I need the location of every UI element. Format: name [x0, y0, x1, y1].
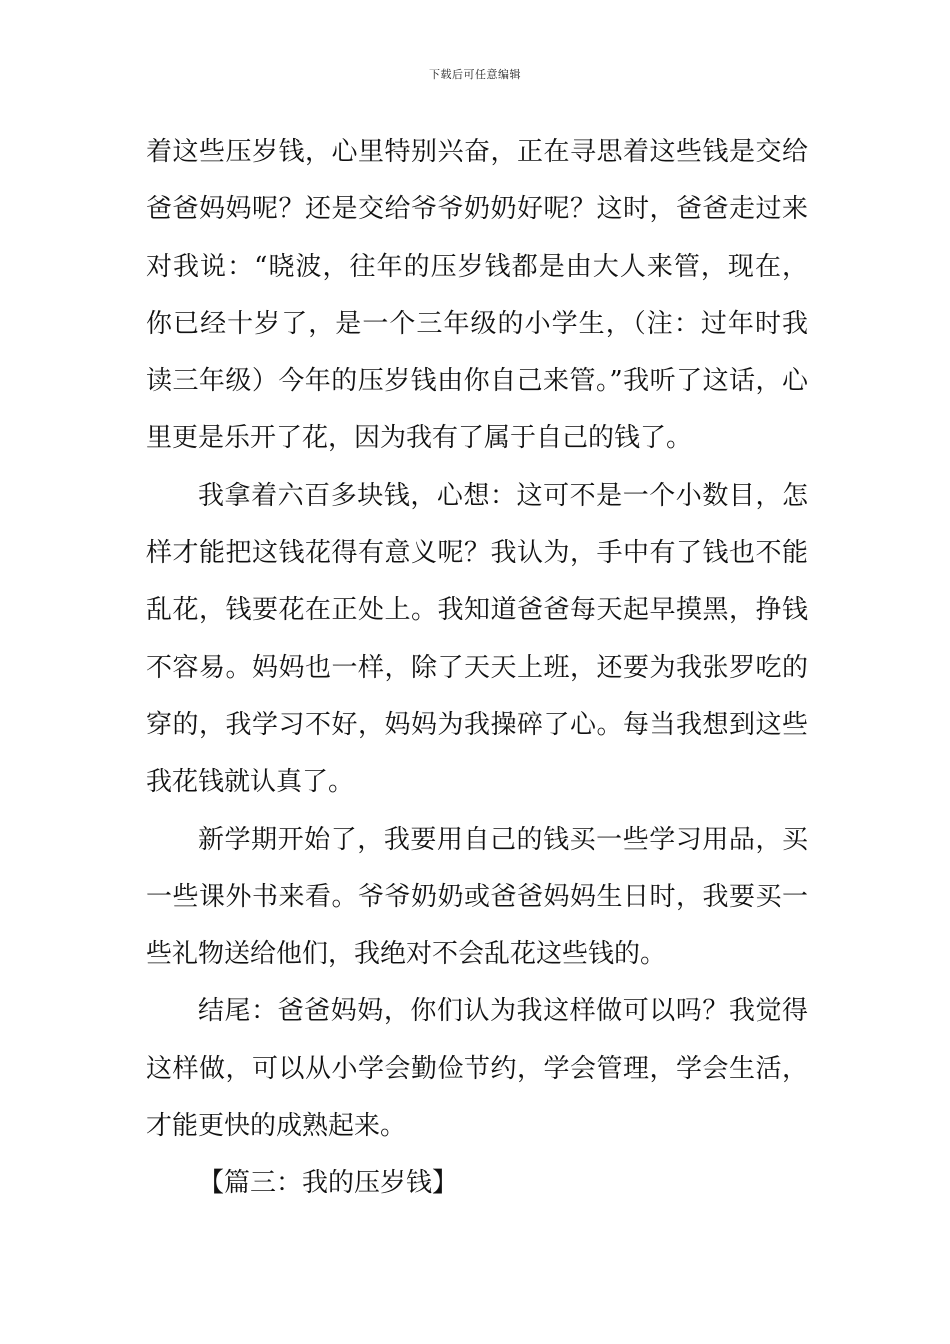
paragraph-new-semester: 新学期开始了，我要用自己的钱买一些学习用品，买一些课外书来看。爷爷奶奶或爸爸妈妈生日时，我要买一些礼物送给他们，我绝对不会乱花这些钱的。: [146, 824, 808, 970]
paragraph-continuation: 着这些压岁钱，心里特别兴奋，正在寻思着这些钱是交给爸爸妈妈呢？还是交给爷爷奶奶好呢？这时，爸爸走过来对我说：“晓波，往年的压岁钱都是由大人来管，现在，你已经十岁了，是一个三年级的小学生，（注：过年时我读三年级）今年的压岁钱由你自己来管。”我听了这话，心里更是乐开了花，因为我有了属于自己的钱了。: [146, 137, 808, 454]
paragraph-conclusion: 结尾：爸爸妈妈，你们认为我这样做可以吗？我觉得这样做，可以从小学会勤俭节约，学会管理，学会生活，才能更快的成熟起来。: [146, 996, 808, 1142]
paragraph-spending-plan: 我拿着六百多块钱，心想：这可不是一个小数目，怎样才能把这钱花得有意义呢？我认为，手中有了钱也不能乱花，钱要花在正处上。我知道爸爸每天起早摸黑，挣钱不容易。妈妈也一样，除了天天上班，还要为我张罗吃的穿的，我学习不好，妈妈为我操碎了心。每当我想到这些我花钱就认真了。: [146, 480, 808, 798]
page-header: 下载后可任意编辑: [429, 68, 521, 81]
section-heading: 【篇三：我的压岁钱】: [198, 1168, 459, 1199]
document-body: [146, 124, 808, 1213]
